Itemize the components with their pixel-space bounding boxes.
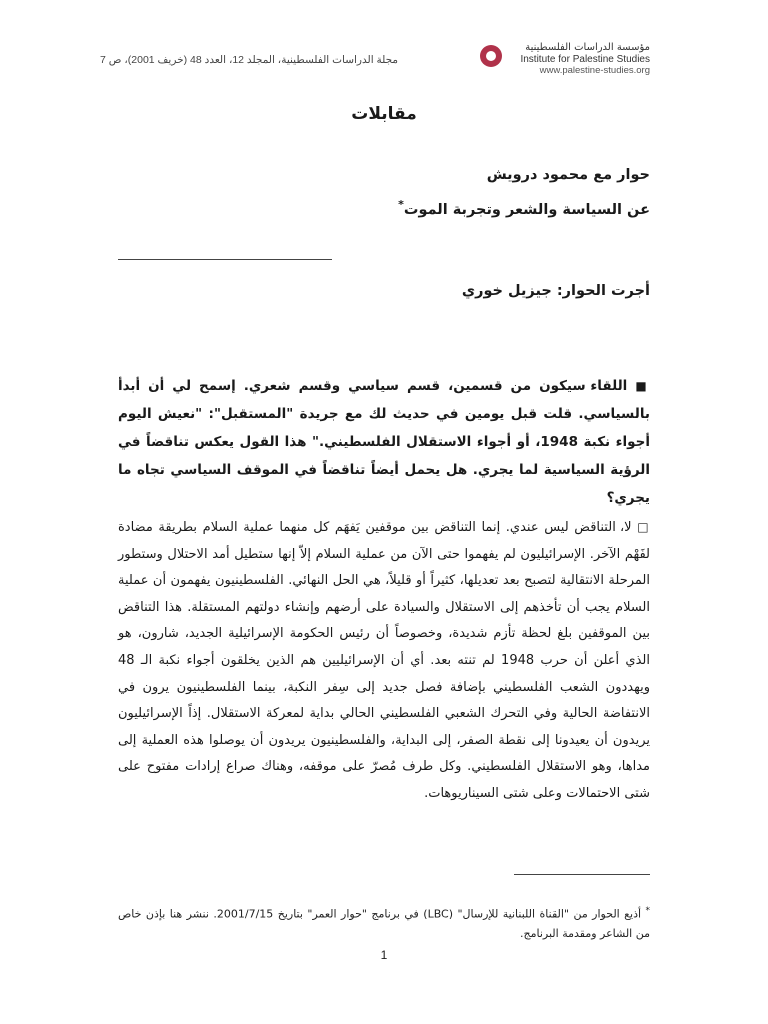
article-title — [118, 160, 650, 225]
footnote-text: أذيع الحوار من "القناة اللبنانية للإرسال" (LBC) في برنامج "حوار العمر" بتاريخ 2001/7/15. ننشر هنا بإذن خاص من الشاعر ومقدمة البرنامج. — [118, 907, 650, 940]
footnote-mark: * — [645, 906, 650, 916]
logo-arabic-name: مؤسسة الدراسات الفلسطينية — [525, 42, 650, 53]
footnote-separator — [514, 874, 650, 875]
question-paragraph — [118, 372, 650, 512]
institute-emblem-icon — [480, 45, 502, 67]
interviewer-credit: أجرت الحوار: جيزيل خوري — [461, 283, 650, 299]
title-line-2 — [118, 190, 650, 225]
logo-english-name: Institute for Palestine Studies — [520, 54, 650, 65]
article-body — [118, 372, 650, 808]
section-title: مقابلات — [351, 104, 417, 124]
institute-logo — [480, 42, 650, 78]
footnote-reference[interactable]: * — [398, 198, 404, 211]
title-separator — [118, 259, 332, 260]
question-text: اللقاء سيكون من قسمين، قسم سياسي وقسم شعري. إسمح لي أن أبدأ بالسياسي. قلت قبل يومين في حديث لك مع جريدة "المستقبل": "نعيش اليوم أجواء نكبة 1948، أو أجواء الاستقلال الفلسطيني." هذا القول يعكس تناقضاً في الرؤية السياسية لما يجري. هل يحمل أيضاً تناقضاً في الموقف السياسي تجاه ما يجري؟ — [118, 378, 650, 506]
answer-text: لا، التناقض ليس عندي. إنما التناقض بين موقفين يَفهَم كل منهما عملية السلام بطريقة مضادة لفَهْم الآخر. الإسرائيليون لم يفهموا حتى الآن من عملية السلام إلاّ إنها ستطيل أمد الاحتلال وستطور المرحلة الانتقالية لتصبح بعد تعديلها، كثيراً أو قليلاً، هي الحل النهائي. الفلسطينيون يفهمون أن عملية السلام يجب أن تأخذهم إلى الاستقلال والسيادة على أرضهم وإنشاء دولتهم المستقلة. هذا التناقض بين الموقفين بلغ لحظة تأزم شديدة، وخصوصاً أن رئيس الحكومة الإسرائيلية الجديد، شارون، هو الذي أعلن أن حرب 1948 لم تنته بعد. أي أن الإسرائيليين هم الذين يخلقون أجواء نكبة الـ 48 ويهددون الشعب الفلسطيني بإضافة فصل جديد إلى سِفر النكبة، بينما الفلسطينيون يرون في الانتفاضة الحالية وفي التحرك الشعبي الفلسطيني الحالي بداية لمعركة الاستقلال. إذاً الإسرائيليون يريدون أن يعيدونا إلى نقطة الصفر، إلى البداية، والفلسطينيون يريدون أن يوصلوا هذه العملية إلى مداها، وهو الاستقلال الفلسطيني. وكل طرف مُصرّ على موقفه، وهناك صراع إرادات مفتوح على شتى الاحتمالات وعلى شتى السيناريوهات. — [118, 520, 651, 801]
question-bullet-icon: ■ — [635, 379, 650, 393]
footnote — [118, 902, 650, 943]
title-line-1: حوار مع محمود درويش — [486, 167, 650, 183]
page-header — [100, 42, 650, 78]
page-number: 1 — [380, 948, 388, 962]
logo-website: www.palestine-studies.org — [539, 65, 650, 76]
title-line-2-text: عن السياسة والشعر وتجربة الموت — [403, 201, 650, 218]
journal-citation: مجلة الدراسات الفلسطينية، المجلد 12، العدد 48 (خريف 2001)، ص 7 — [100, 54, 399, 66]
answer-paragraph — [118, 514, 650, 808]
answer-bullet-icon: □ — [637, 520, 651, 534]
